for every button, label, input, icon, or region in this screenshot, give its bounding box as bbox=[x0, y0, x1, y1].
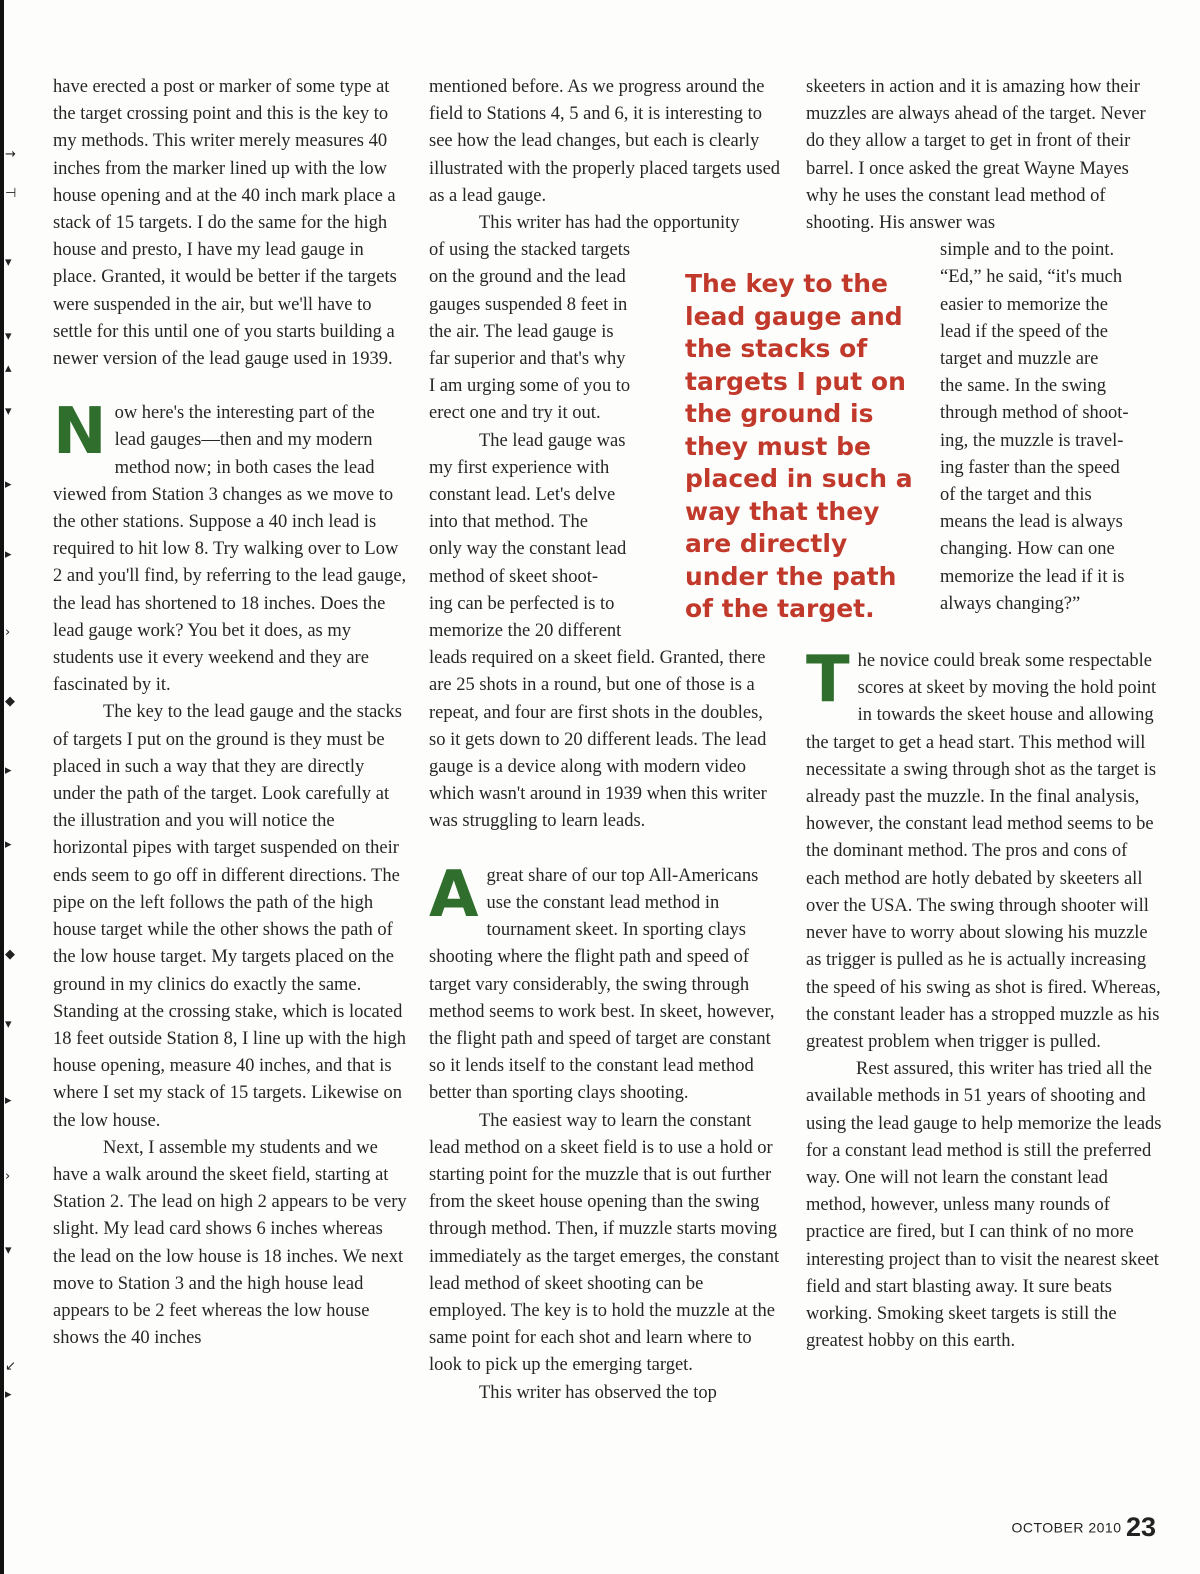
drop-cap-letter: A bbox=[429, 857, 479, 932]
paragraph: Rest assured, this writer has tried all the available methods in 51 years of shooting and using the lead gauge to help memorize the leads for a constant lead method is still the preferred way. One will not learn the constant lead method, however, unless many rounds of practice are fired, but I can think of no more interesting project than to visit the nearest skeet field and start blasting away. It sure beats working. Smoking skeet targets is still the greatest hobby on this earth. bbox=[806, 1059, 1162, 1352]
text-line: of using the stacked targets bbox=[429, 240, 631, 261]
text-line: method of skeet shoot- bbox=[429, 566, 599, 587]
margin-mark: ▾ bbox=[5, 255, 12, 270]
margin-mark: ▾ bbox=[5, 1243, 12, 1258]
text-line: easier to memorize the bbox=[940, 294, 1108, 315]
paragraph: mentioned before. As we progress around the field to Stations 4, 5 and 6, it is interesting to see how the lead changes, but each is clearly illustrated with the properly placed targets used as a lead gauge. bbox=[429, 77, 781, 206]
text-line: ing can be perfected is to bbox=[429, 593, 615, 614]
paragraph: ow here's the interesting part of the lead gauges—then and my modern method now; in both cases the lead viewed from Station 3 changes as we move to the other stations. Suppose a 40 inch lead is required to hit low 8. Try walking over to Low 2 and you'll find, by referring to the lead gauge, the lead has shortened to 18 inches. Does the lead gauge work? You bet it does, as my students use it every weekend and they are fascinated by it. bbox=[53, 403, 407, 696]
drop-cap-paragraph bbox=[53, 395, 408, 699]
text-line: I am urging some of you to bbox=[429, 376, 631, 397]
margin-mark: ▸ bbox=[5, 1093, 12, 1108]
text-line: “Ed,” he said, “it's much bbox=[940, 267, 1123, 288]
text-line: erect one and try it out. bbox=[429, 403, 601, 424]
text-line: the same. In the swing bbox=[940, 376, 1106, 397]
text-line: lead if the speed of the bbox=[940, 321, 1108, 342]
drop-cap-letter: N bbox=[53, 395, 107, 470]
margin-mark: ▾ bbox=[5, 329, 12, 344]
text-line: on the ground and the lead bbox=[429, 267, 626, 288]
text-line: gauges suspended 8 feet in bbox=[429, 294, 628, 315]
text-line: always changing?” bbox=[940, 593, 1081, 614]
text-line: into that method. The bbox=[429, 512, 588, 533]
text-line: The lead gauge was bbox=[479, 430, 626, 451]
pull-quote: The key to the lead gauge and the stacks of targets I put on the ground is they must be placed in such a way that they are directly under the path of the target. bbox=[685, 269, 913, 623]
drop-cap-paragraph bbox=[806, 643, 1162, 1056]
paragraph: skeeters in action and it is amazing how their muzzles are always ahead of the target. Never do they allow a target to get in front of their barrel. I once asked the great Wayne Mayes why he uses the constant lead method of shooting. His answer was bbox=[806, 77, 1146, 234]
margin-mark: ▸ bbox=[5, 477, 12, 492]
binding-edge bbox=[0, 0, 4, 1574]
paragraph: The easiest way to learn the constant lead method on a skeet field is to use a hold or starting point for the muzzle that is out further from the skeet house opening than the swing through method. Then, if muzzle starts moving immediately as the target emerges, the constant lead method of skeet shooting can be employed. The key is to hold the muzzle at the same point for each shot and learn where to look to pick up the emerging target. bbox=[429, 1110, 780, 1376]
text-line: simple and to the point. bbox=[940, 240, 1115, 261]
margin-mark: ▾ bbox=[5, 1017, 12, 1032]
paragraph: great share of our top All-Americans use the constant lead method in tournament skeet. In sporting clays shooting where the flight path and speed of target vary considerably, the swing through method seems to work best. In skeet, however, the flight path and speed of target are constant so it lends itself to the constant lead method better than sporting clays shooting. bbox=[429, 865, 775, 1104]
margin-mark: ▸ bbox=[5, 547, 12, 562]
text-line: far superior and that's why bbox=[429, 349, 626, 370]
margin-mark: ▴ bbox=[5, 361, 12, 376]
text-line: only way the constant lead bbox=[429, 539, 627, 560]
text-line: the air. The lead gauge is bbox=[429, 321, 614, 342]
paragraph: he novice could break some respectable scores at skeet by moving the hold point in towards the skeet house and allowing the target to get a head start. This method will necessitate a swing through shot as the target is already past the muzzle. In the final analysis, however, the constant lead method seems to be the dominant method. The pros and cons of each method are hotly debated by skeeters all over the USA. The swing through shooter will never have to worry about slowing his muzzle as trigger is pulled as he is actually increasing the speed of his swing as shot is fired. Whereas, the constant leader has a stropped muzzle as his greatest problem when trigger is pulled. bbox=[806, 651, 1161, 1052]
page-footer bbox=[1011, 1512, 1156, 1543]
margin-mark: ▸ bbox=[5, 837, 12, 852]
paragraph: This writer has observed the top bbox=[479, 1382, 717, 1403]
text-line: changing. How can one bbox=[940, 539, 1115, 560]
text-line: ing, the muzzle is travel- bbox=[940, 430, 1124, 451]
issue-date: OCTOBER 2010 bbox=[1011, 1519, 1122, 1536]
column-3 bbox=[806, 74, 1162, 1355]
margin-mark: ↙ bbox=[5, 1359, 16, 1374]
margin-mark: › bbox=[5, 1169, 11, 1184]
text-line: constant lead. Let's delve bbox=[429, 485, 616, 506]
margin-mark: ◆ bbox=[5, 694, 15, 709]
page-number: 23 bbox=[1125, 1512, 1156, 1542]
column-1 bbox=[53, 74, 408, 1352]
margin-mark: ▸ bbox=[5, 763, 12, 778]
paragraph: The key to the lead gauge and the stacks of targets I put on the ground is they must be placed in such a way that they are directly under the path of the target. Look carefully at the illustration and you will notice the horizontal pipes with target suspended on their ends seem to go off in different directions. The pipe on the left follows the path of the high house target while the other shows the path of the low house target. My targets placed on the ground in my clinics do exactly the same. Standing at the crossing stake, which is located 18 feet outside Station 8, I line up with the high house opening, measure 40 inches, and that is where I set my stack of 15 targets. Likewise on the low house. bbox=[53, 702, 406, 1131]
drop-cap-letter: T bbox=[806, 643, 850, 718]
text-line: means the lead is always bbox=[940, 512, 1123, 533]
margin-mark: ▸ bbox=[5, 1387, 12, 1402]
paragraph-lead: This writer has had the opportunity bbox=[479, 213, 740, 234]
margin-mark: › bbox=[5, 625, 11, 640]
wrapped-lines bbox=[806, 237, 1162, 618]
text-line: memorize the 20 different bbox=[429, 621, 622, 642]
paragraph: have erected a post or marker of some type at the target crossing point and this is the key to my methods. This writer merely measures 40 inches from the marker lined up with the low house opening and at the 40 inch mark place a stack of 15 targets. I do the same for the high house and presto, I have my lead gauge in place. Granted, it would be better if the targets were suspended in the air, but we'll have to settle for this until one of you starts building a newer version of the lead gauge used in 1939. bbox=[53, 77, 397, 370]
paragraph: leads required on a skeet field. Granted, there are 25 shots in a round, but one of those is a repeat, and four are first shots in the doubles, so it gets down to 20 different leads. The lead gauge is a device along with modern video which wasn't around in 1939 when this writer was struggling to learn leads. bbox=[429, 648, 767, 832]
text-line: through method of shoot- bbox=[940, 403, 1129, 424]
text-line: of the target and this bbox=[940, 485, 1092, 506]
text-line: my first experience with bbox=[429, 457, 610, 478]
text-line: ing faster than the speed bbox=[940, 457, 1120, 478]
margin-mark: ⊣ bbox=[5, 186, 17, 201]
text-line: memorize the lead if it is bbox=[940, 566, 1125, 587]
margin-mark: → bbox=[5, 147, 16, 162]
margin-mark: ◆ bbox=[5, 947, 15, 962]
paragraph: Next, I assemble my students and we have a walk around the skeet field, starting at Station 2. The lead on high 2 appears to be very slight. My lead card shows 6 inches whereas the lead on the low house is 18 inches. We next move to Station 3 and the high house lead appears to be 2 feet whereas the low house shows the 40 inches bbox=[53, 1137, 407, 1349]
margin-mark: ▾ bbox=[5, 404, 12, 419]
text-line: target and muzzle are bbox=[940, 349, 1099, 370]
drop-cap-paragraph bbox=[429, 857, 781, 1108]
